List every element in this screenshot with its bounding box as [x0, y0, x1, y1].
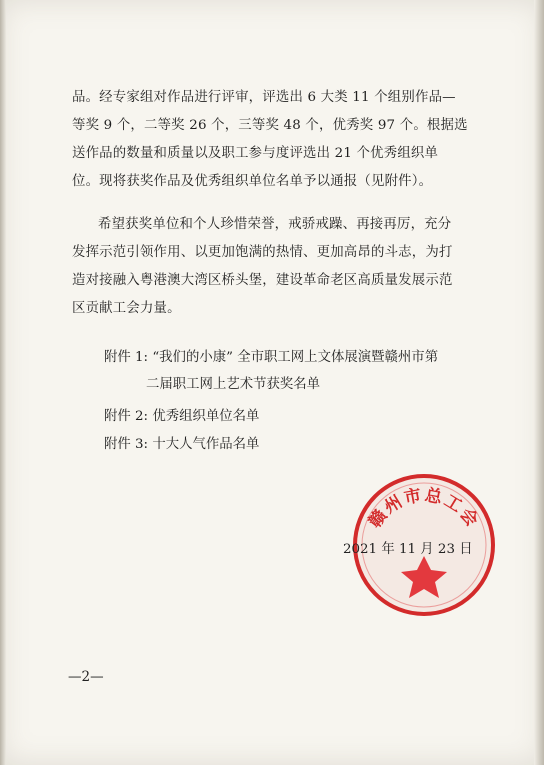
document-date: 2021 年 11 月 23 日	[343, 542, 473, 557]
paragraph-line: 等奖 9 个，二等奖 26 个，三等奖 48 个，优秀奖 97 个。根据选	[72, 118, 468, 133]
paragraph-line: 品。经专家组对作品进行评审，评选出 6 大类 11 个组别作品—	[72, 90, 456, 105]
attachment-2: 附件 2: 优秀组织单位名单	[104, 409, 260, 424]
attachment-1-continuation: 二届职工网上艺术节获奖名单	[146, 377, 321, 392]
paragraph-line: 位。现将获奖作品及优秀组织单位名单予以通报（见附件）。	[72, 174, 433, 189]
paragraph-line: 造对接融入粤港澳大湾区桥头堡，建设革命老区高质量发展示范	[72, 273, 453, 288]
paragraph-encouragement	[72, 211, 488, 323]
attachment-3: 附件 3: 十大人气作品名单	[104, 437, 260, 452]
paragraph-line: 送作品的数量和质量以及职工参与度评选出 21 个优秀组织单	[72, 146, 439, 161]
scan-right-edge	[534, 0, 544, 765]
paragraph-line: 希望获奖单位和个人珍惜荣誉，戒骄戒躁、再接再厉，充分	[98, 217, 452, 232]
page-number: —2—	[68, 669, 104, 685]
seal-organization-text: 赣州市总工会	[365, 485, 483, 532]
paragraph-line: 区贡献工会力量。	[72, 301, 181, 316]
attachment-1: 附件 1: “我们的小康” 全市职工网上文体展演暨赣州市第	[104, 350, 439, 365]
paragraph-results	[72, 84, 488, 196]
paragraph-line: 发挥示范引领作用、以更加饱满的热情、更加高昂的斗志，为打	[72, 245, 453, 260]
scan-left-edge	[0, 0, 6, 765]
